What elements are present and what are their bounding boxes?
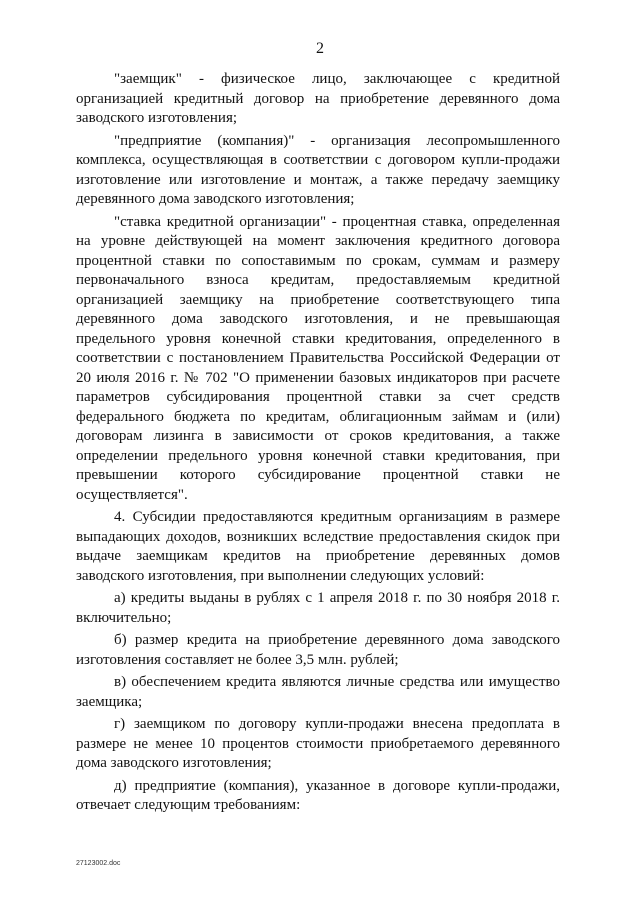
footer-filename: 27123002.doc [76, 860, 121, 867]
condition-b: б) размер кредита на приобретение деревянного дома заводского изготовления составляет не более 3,5 млн. рублей; [76, 632, 560, 668]
condition-d: д) предприятие (компания), указанное в договоре купли-продажи, отвечает следующим требованиям: [76, 777, 560, 813]
condition-v: в) обеспечением кредита являются личные средства или имущество заемщика; [76, 674, 560, 710]
condition-a: а) кредиты выданы в рублях с 1 апреля 2018 г. по 30 ноября 2018 г. включительно; [76, 590, 560, 626]
page-number: 2 [316, 40, 324, 57]
definition-enterprise: "предприятие (компания)" - организация лесопромышленного комплекса, осуществляющая в соответствии с договором купли-продажи изготовление или изготовление и монтаж, а также передачу заемщику деревянного дома заводского изготовления; [76, 132, 560, 207]
condition-g: г) заемщиком по договору купли-продажи внесена предоплата в размере не менее 10 процентов стоимости приобретаемого деревянного дома заводского изготовления; [76, 716, 560, 771]
document-body [76, 70, 560, 819]
clause-4: 4. Субсидии предоставляются кредитным организациям в размере выпадающих доходов, возникших вследствие предоставления скидок при выдаче заемщикам кредитов на приобретение деревянных домов заводского изготовления, при выполнении следующих условий: [76, 509, 560, 584]
definition-borrower: "заемщик" - физическое лицо, заключающее с кредитной организацией кредитный договор на приобретение деревянного дома заводского изготовления; [76, 71, 560, 126]
definition-credit-rate: "ставка кредитной организации" - процентная ставка, определенная на уровне действующей на момент заключения кредитного договора процентной ставки по сопоставимым по срокам, суммам и размеру первоначального взноса кредитам, предоставляемым кредитной организацией заемщику на приобретение соответствующего типа деревянного дома заводского изготовления, и не превышающая предельного уровня конечной ставки кредитования, определенного в соответствии с постановлением Правительства Российской Федерации от 20 июля 2016 г. № 702 "О применении базовых индикаторов при расчете параметров субсидирования процентной ставки за счет средств федерального бюджета по кредитам, облигационным займам и (или) договорам лизинга в зависимости от сроков кредитования, а также определении предельного уровня конечной ставки кредитования, при превышении которого субсидирование процентной ставки не осуществляется". [76, 213, 560, 503]
